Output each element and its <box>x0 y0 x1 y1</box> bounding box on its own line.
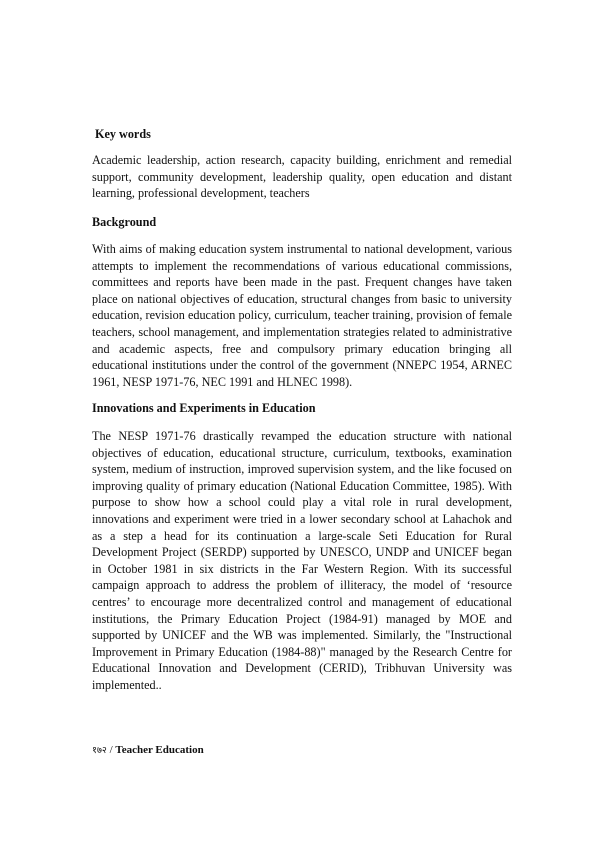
background-paragraph <box>92 241 512 390</box>
text-line: system, medium of instruction, improved supervision system, and the like focused on <box>92 462 512 477</box>
text-line: implemented.. <box>92 677 162 692</box>
text-line: education, revision education policy, curriculum, teacher training, provision of female <box>92 308 512 323</box>
text-line: 1961, NESP 1971-76, NEC 1991 and HLNEC 1998). <box>92 374 353 389</box>
text-line: Improvement in Primary Education (1984-88)" managed by the Research Centre for <box>92 644 512 659</box>
text-line: improving quality of primary education (National Education Committee, 1985). With <box>92 478 512 493</box>
text-line: educational institutions under the control of the government (NNEPC 1954, ARNEC <box>92 358 512 373</box>
text-line: centres’ to encourage more decentralized control and management of educational <box>92 594 512 609</box>
page-number: १७२ <box>92 745 107 756</box>
background-heading: Background <box>92 215 157 229</box>
innovations-paragraph <box>92 428 512 694</box>
text-line: Educational Innovation and Development (CERID), Tribhuvan University was <box>92 661 512 676</box>
text-line: purpose to show how a school could play a vital role in rural development, <box>92 495 512 510</box>
text-line: attempts to implement the recommendations of various educational commissions, <box>92 258 512 273</box>
footer-separator: / <box>106 744 116 756</box>
keywords-paragraph <box>92 152 512 202</box>
text-line: in October 1981 in six districts in the Far Western Region. With its successful <box>92 561 512 576</box>
journal-title: Teacher Education <box>115 744 204 756</box>
text-line: supported by UNICEF and the WB was implemented. Similarly, the "Instructional <box>92 628 512 643</box>
innovations-heading: Innovations and Experiments in Education <box>92 401 316 415</box>
text-line: learning, professional development, teachers <box>92 186 310 201</box>
text-line: With aims of making education system instrumental to national development, various <box>92 242 512 256</box>
text-line: institutions, the Primary Education Project (1984-91) managed by MOE and <box>92 611 512 626</box>
text-line: Academic leadership, action research, capacity building, enrichment and remedial <box>92 153 512 167</box>
text-line: The NESP 1971-76 drastically revamped the education structure with national <box>92 429 512 443</box>
text-line: campaign approach to address the problem of illiteracy, the model of ‘resource <box>92 578 512 593</box>
text-line: and academic aspects, free and compulsory primary education bringing all <box>92 341 512 356</box>
text-line: committees and reports have been made in the past. Frequent changes have taken <box>92 275 512 290</box>
text-line: Development Project (SERDP) supported by UNESCO, UNDP and UNICEF began <box>92 545 512 560</box>
page-footer <box>92 743 204 756</box>
keywords-heading: Key words <box>95 127 151 141</box>
text-line: objectives of education, educational structure, curriculum, textbooks, examination <box>92 445 512 460</box>
text-line: as a step a head for its continuation a large-scale Seti Education for Rural <box>92 528 512 543</box>
text-line: place on national objectives of education, structural changes from basic to university <box>92 291 512 306</box>
text-line: teachers, school management, and implementation strategies related to administrative <box>92 324 512 339</box>
text-line: innovations and experiment were tried in a lower secondary school at Lahachok and <box>92 511 512 526</box>
text-line: support, community development, leadership quality, open education and distant <box>92 169 512 184</box>
